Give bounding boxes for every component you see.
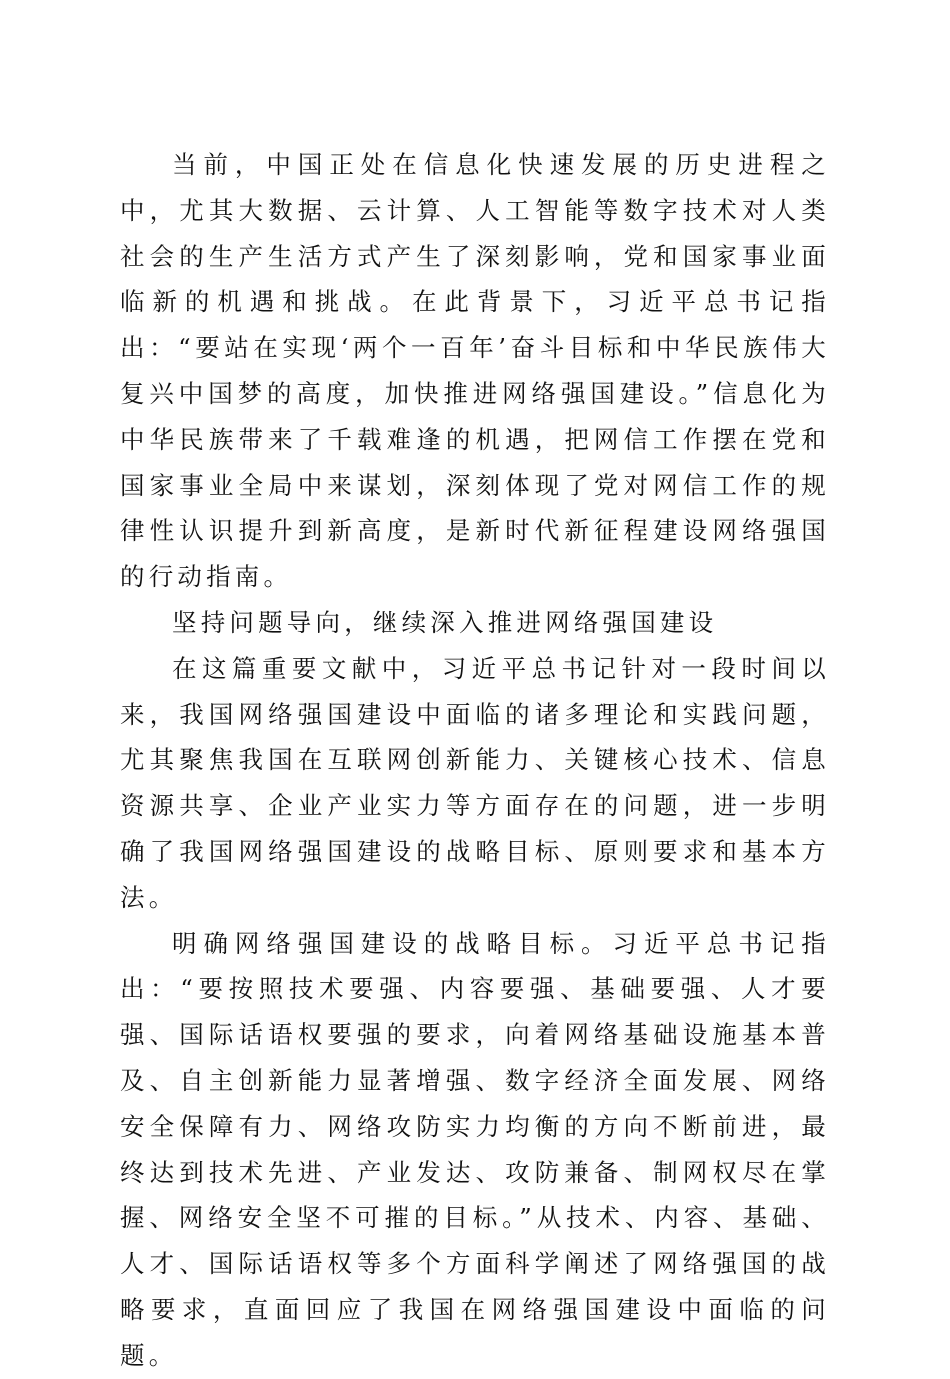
section-heading: 坚持问题导向，继续深入推进网络强国建设 xyxy=(172,607,718,637)
paragraph-strategic-goal: 明确网络强国建设的战略目标。习近平总书记指出：“要按照技术要强、内容要强、基础要强、人才要强、国际话语权要强的要求，向着网络基础设施基本普及、自主创新能力显著增强、数字经济全面发展、网络安全保障有力、网络攻防实力均衡的方向不断前进，最终达到技术先进、产业发达、攻防兼备、制网权尽在掌握、网络安全坚不可摧的目标。”从技术、内容、基础、人才、国际话语权等多个方面科学阐述了网络强国的战略要求，直面回应了我国在网络强国建设中面临的问题。 xyxy=(120,928,830,1370)
paragraph-intro: 当前，中国正处在信息化快速发展的历史进程之中，尤其大数据、云计算、人工智能等数字技术对人类社会的生产生活方式产生了深刻影响，党和国家事业面临新的机遇和挑战。在此背景下，习近平总书记指出：“要站在实现‘两个一百年’奋斗目标和中华民族伟大复兴中国梦的高度，加快推进网络强国建设。”信息化为中华民族带来了千载难逢的机遇，把网信工作摆在党和国家事业全局中来谋划，深刻体现了党对网信工作的规律性认识提升到新高度，是新时代新征程建设网络强国的行动指南。 xyxy=(120,150,830,592)
paragraph-problem-orientation: 在这篇重要文献中，习近平总书记针对一段时间以来，我国网络强国建设中面临的诸多理论和实践问题，尤其聚焦我国在互联网创新能力、关键核心技术、信息资源共享、企业产业实力等方面存在的问题，进一步明确了我国网络强国建设的战略目标、原则要求和基本方法。 xyxy=(120,653,830,912)
document-body xyxy=(120,142,830,1379)
